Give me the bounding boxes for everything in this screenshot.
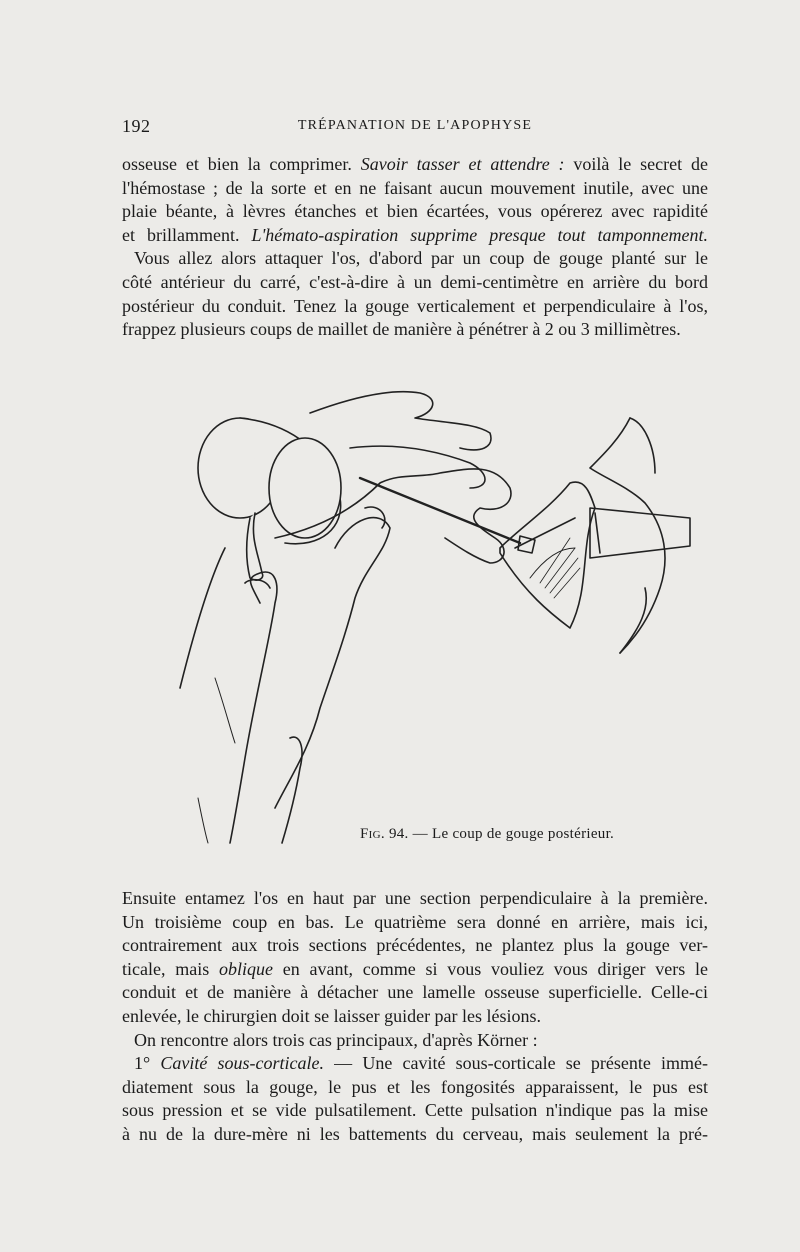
paragraph-top bbox=[122, 153, 708, 342]
figure-label: Fig. 94. bbox=[360, 826, 409, 842]
text-line: frappez plusieurs coups de maillet de manière à pénétrer à 2 ou 3 millimètres. bbox=[122, 319, 681, 340]
text-line: ticale, mais oblique en avant, comme si vous vouliez vous diriger vers le bbox=[122, 958, 709, 979]
text-line: enlevée, le chirurgien doit se laisser guider par les lésions. bbox=[122, 1005, 542, 1026]
text-line: 1° Cavité sous-corticale. — Une cavité sous-corticale se présente immé- bbox=[134, 1053, 709, 1074]
text-line: Ensuite entamez l'os en haut par une section perpendiculaire à la première. bbox=[122, 888, 708, 908]
text-line: contrairement aux trois sections précédentes, ne plantez plus la gouge ver- bbox=[122, 935, 708, 956]
text-line: conduit et de manière à détacher une lamelle osseuse superficielle. Celle-ci bbox=[122, 982, 708, 1003]
ear-drawing bbox=[500, 418, 690, 653]
page-header bbox=[122, 116, 708, 138]
text-line: Un troisième coup en bas. Le quatrième sera donné en arrière, mais ici, bbox=[122, 911, 708, 932]
figure-caption-text: — Le coup de gouge postérieur. bbox=[408, 826, 615, 842]
text-line: plaie béante, à lèvres étanches et bien écartées, vous opérerez avec rapidité bbox=[122, 201, 708, 222]
paragraph-bottom bbox=[122, 887, 708, 1147]
text-line: l'hémostase ; de la sorte et en ne faisant aucun mouvement inutile, avec une bbox=[122, 177, 708, 198]
text-line: sous pression et se vide pulsatilement. Cette pulsation n'indique pas la mise bbox=[122, 1100, 708, 1121]
text-line: On rencontre alors trois cas principaux, d'après Körner : bbox=[134, 1029, 538, 1050]
text-line: osseuse et bien la comprimer. Savoir tasser et attendre : voilà le secret de bbox=[122, 154, 708, 174]
text-line: diatement sous la gouge, le pus et les fongosités apparaissent, le pus est bbox=[122, 1076, 708, 1097]
figure-caption bbox=[360, 826, 614, 843]
text-line: et brillamment. L'hémato-aspiration supprime presque tout tamponnement. bbox=[122, 224, 709, 245]
text-line: à nu de la dure-mère ni les battements du cerveau, mais seulement la pré- bbox=[122, 1123, 708, 1144]
surgical-illustration bbox=[150, 378, 698, 848]
text-line: Vous allez alors attaquer l'os, d'abord par un coup de gouge planté sur le bbox=[134, 248, 708, 269]
running-title: TRÉPANATION DE L'APOPHYSE bbox=[297, 118, 533, 133]
mallet-drawing bbox=[198, 418, 341, 580]
text-line: postérieur du conduit. Tenez la gouge verticalement et perpendiculaire à l'os, bbox=[122, 295, 708, 316]
page-number: 192 bbox=[122, 116, 151, 136]
text-line: côté antérieur du carré, c'est-à-dire à un demi-centimètre en arrière du bord bbox=[122, 271, 708, 292]
